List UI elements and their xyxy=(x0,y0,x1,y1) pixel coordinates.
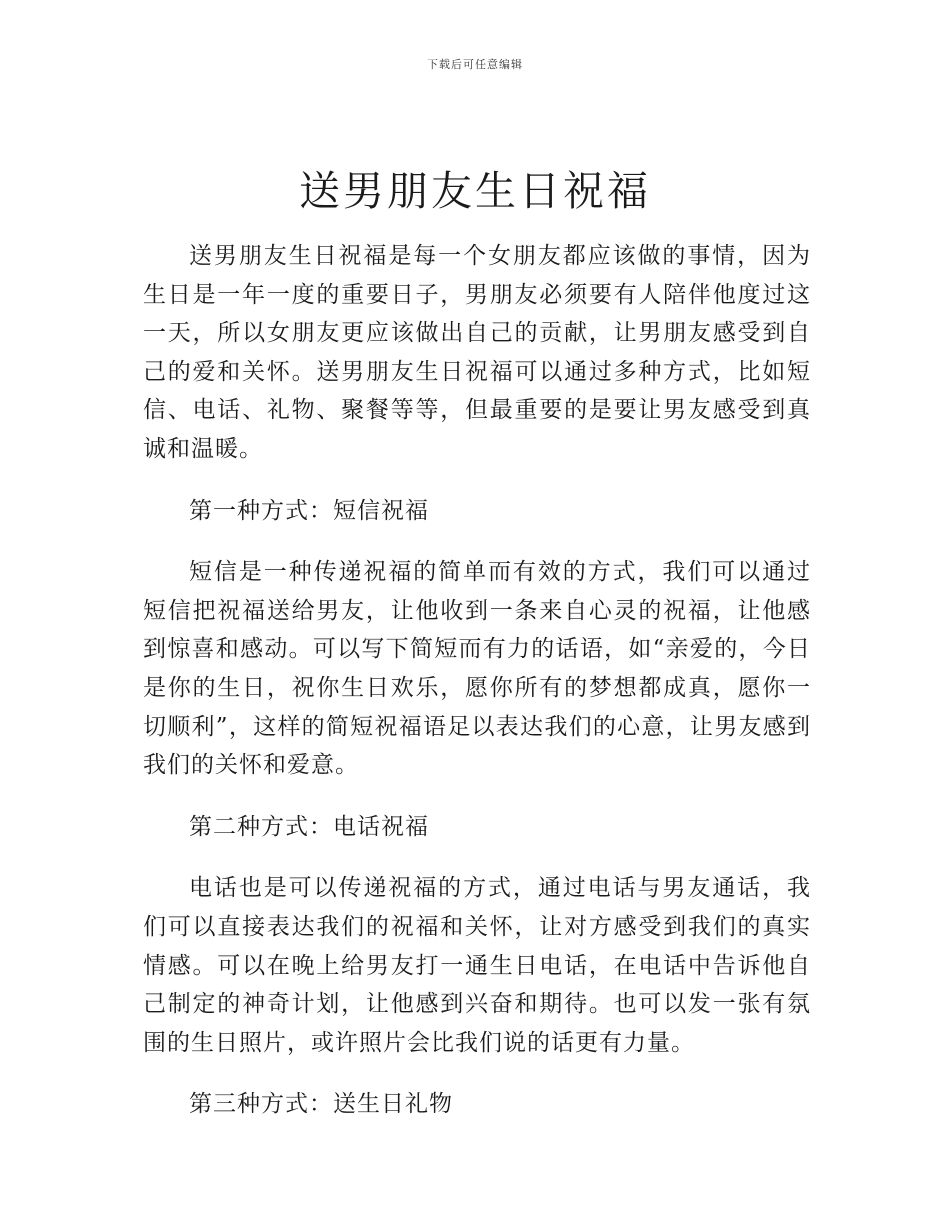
document-body xyxy=(143,237,811,1147)
header-note: 下载后可任意编辑 xyxy=(427,58,523,71)
sms-paragraph: 短信是一种传递祝福的简单而有效的方式，我们可以通过短信把祝福送给男友，让他收到一条来自心灵的祝福，让他感到惊喜和感动。可以写下简短而有力的话语，如“亲爱的，今日是你的生日，祝你生日欢乐，愿你所有的梦想都成真，愿你一切顺利”，这样的简短祝福语足以表达我们的心意，让男友感到我们的关怀和爱意。 xyxy=(143,559,811,779)
intro-paragraph: 送男朋友生日祝福是每一个女朋友都应该做的事情，因为生日是一年一度的重要日子，男朋友必须要有人陪伴他度过这一天，所以女朋友更应该做出自己的贡献，让男朋友感受到自己的爱和关怀。送男朋友生日祝福可以通过多种方式，比如短信、电话、礼物、聚餐等等，但最重要的是要让男友感受到真诚和温暖。 xyxy=(143,243,811,462)
document-title: 送男朋友生日祝福 xyxy=(299,167,651,215)
section-heading-gift: 第三种方式：送生日礼物 xyxy=(189,1091,453,1118)
phone-paragraph: 电话也是可以传递祝福的方式，通过电话与男友通话，我们可以直接表达我们的祝福和关怀，让对方感受到我们的真实情感。可以在晚上给男友打一通生日电话，在电话中告诉他自己制定的神奇计划，让他感到兴奋和期待。也可以发一张有氛围的生日照片，或许照片会比我们说的话更有力量。 xyxy=(143,875,811,1056)
section-heading-phone: 第二种方式：电话祝福 xyxy=(189,813,429,840)
section-heading-sms: 第一种方式：短信祝福 xyxy=(189,497,429,524)
